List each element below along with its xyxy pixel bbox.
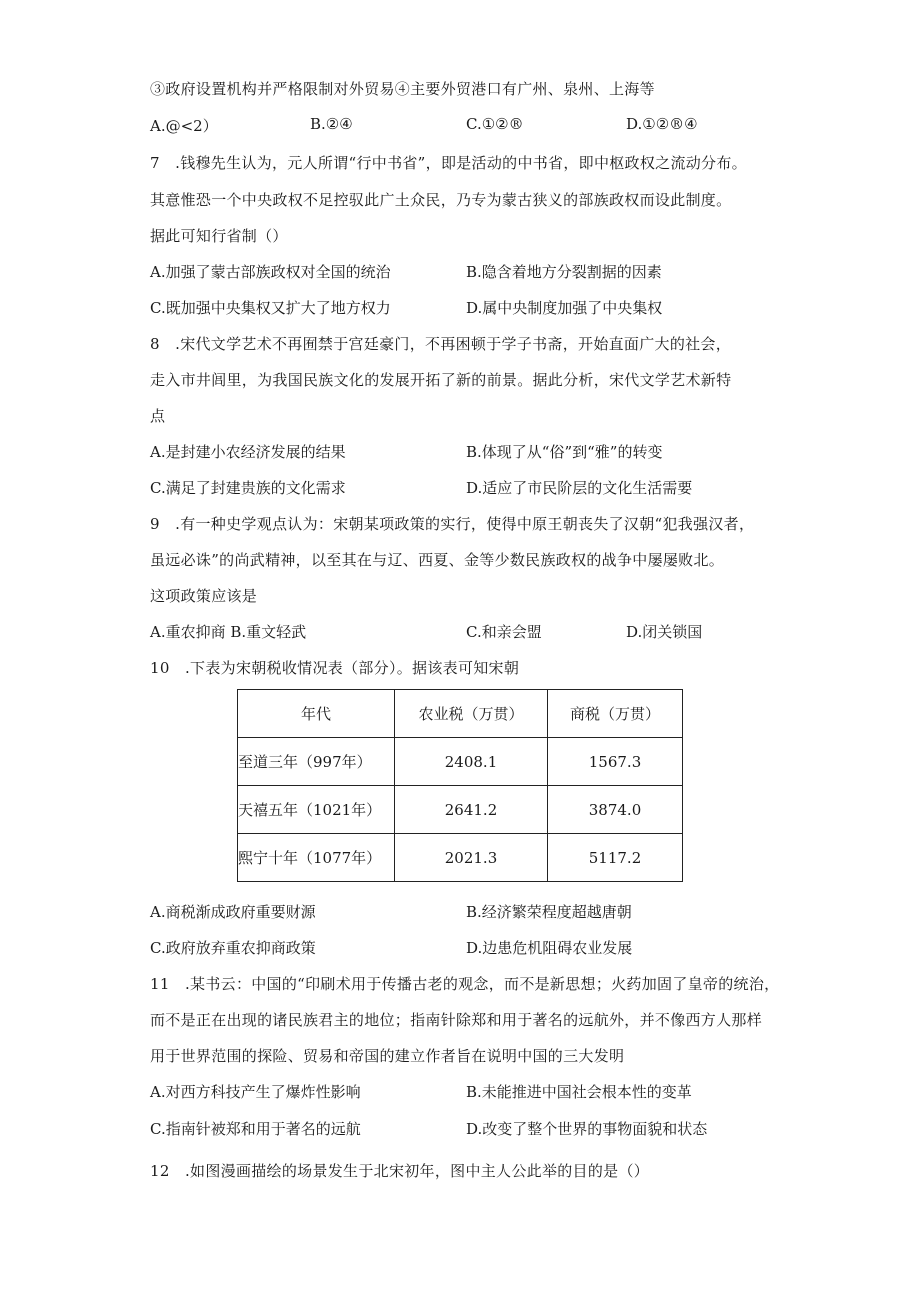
q7-stem-line-2: 其意惟恐一个中央政权不足控驭此广土众民，乃专为蒙古狭义的部族政权而设此制度。 xyxy=(150,191,732,209)
table-cell: 熙宁十年（1077年） xyxy=(238,834,395,882)
q8-stem-line-1: 8 .宋代文学艺术不再囿禁于宫廷豪门，不再困顿于学子书斋，开始直面广大的社会， xyxy=(150,335,732,353)
q6-option-a: A.@<2） xyxy=(150,117,218,135)
q10-option-a: A.商税渐成政府重要财源 xyxy=(150,903,316,921)
table-header-cell: 商税（万贯） xyxy=(548,690,683,738)
table-cell: 至道三年（997年） xyxy=(238,738,395,786)
q11-stem-line-3: 用于世界范围的探险、贸易和帝国的建立作者旨在说明中国的三大发明 xyxy=(150,1047,625,1065)
q6-option-b: B.②④ xyxy=(310,115,353,133)
table-cell: 2021.3 xyxy=(395,834,548,882)
tax-table xyxy=(237,689,683,882)
q8-stem-line-3: 点 xyxy=(150,407,166,425)
q10-option-c: C.政府放弃重农抑商政策 xyxy=(150,939,316,957)
table-row xyxy=(238,834,683,882)
q9-stem-line-2: 虽远必诛”的尚武精神，以至其在与辽、西夏、金等少数民族政权的战争中屡屡败北。 xyxy=(150,551,725,569)
table-cell: 1567.3 xyxy=(548,738,683,786)
q6-option-c: C.①②® xyxy=(466,115,524,133)
q8-option-b: B.体现了从“俗”到“雅”的转变 xyxy=(466,443,663,461)
q7-stem-line-3: 据此可知行省制（） xyxy=(150,227,288,245)
q9-option-c: C.和亲会盟 xyxy=(466,623,542,641)
q7-option-b: B.隐含着地方分裂割据的因素 xyxy=(466,263,662,281)
q8-option-d: D.适应了市民阶层的文化生活需要 xyxy=(466,479,693,497)
table-cell: 3874.0 xyxy=(548,786,683,834)
q11-stem-line-1: 11 .某书云：中国的“印刷术用于传播古老的观念，而不是新思想；火药加固了皇帝的统治， xyxy=(150,975,780,993)
q11-option-d: D.改变了整个世界的事物面貌和状态 xyxy=(466,1120,708,1138)
q6-option-d: D.①②®④ xyxy=(626,115,698,133)
table-header-cell: 农业税（万贯） xyxy=(395,690,548,738)
q7-option-d: D.属中央制度加强了中央集权 xyxy=(466,299,663,317)
q11-option-c: C.指南针被郑和用于著名的远航 xyxy=(150,1120,361,1138)
q8-option-c: C.满足了封建贵族的文化需求 xyxy=(150,479,346,497)
table-cell: 5117.2 xyxy=(548,834,683,882)
q9-option-ab: A.重农抑商 B.重文轻武 xyxy=(150,623,307,641)
table-header-row xyxy=(238,690,683,738)
q8-stem-line-2: 走入市井闾里，为我国民族文化的发展开拓了新的前景。据此分析，宋代文学艺术新特 xyxy=(150,371,732,389)
q6-stem: ③政府设置机构并严格限制对外贸易④主要外贸港口有广州、泉州、上海等 xyxy=(150,80,655,98)
table-row xyxy=(238,786,683,834)
q7-stem-line-1: 7 .钱穆先生认为，元人所谓“行中书省”，即是活动的中书省，即中枢政权之流动分布。 xyxy=(150,154,747,172)
q9-stem-line-1: 9 .有一种史学观点认为：宋朝某项政策的实行，使得中原王朝丧失了汉朝“犯我强汉者， xyxy=(150,515,755,533)
q11-option-b: B.未能推进中国社会根本性的变革 xyxy=(466,1083,692,1101)
table-header-cell: 年代 xyxy=(238,690,395,738)
q11-option-a: A.对西方科技产生了爆炸性影响 xyxy=(150,1083,361,1101)
q10-option-d: D.边患危机阻碍农业发展 xyxy=(466,939,633,957)
table-cell: 2641.2 xyxy=(395,786,548,834)
q12-stem: 12 .如图漫画描绘的场景发生于北宋初年，图中主人公此举的目的是（） xyxy=(150,1162,650,1180)
q11-stem-line-2: 而不是正在出现的诸民族君主的地位；指南针除郑和用于著名的远航外，并不像西方人那样 xyxy=(150,1011,763,1029)
table-cell: 2408.1 xyxy=(395,738,548,786)
q10-option-b: B.经济繁荣程度超越唐朝 xyxy=(466,903,632,921)
table-cell: 天禧五年（1021年） xyxy=(238,786,395,834)
q7-option-c: C.既加强中央集权又扩大了地方权力 xyxy=(150,299,391,317)
q10-stem: 10 .下表为宋朝税收情况表（部分）。据该表可知宋朝 xyxy=(150,659,520,677)
q8-option-a: A.是封建小农经济发展的结果 xyxy=(150,443,346,461)
q9-option-d: D.闭关锁国 xyxy=(626,623,703,641)
q9-stem-line-3: 这项政策应该是 xyxy=(150,587,258,605)
table-row xyxy=(238,738,683,786)
q7-option-a: A.加强了蒙古部族政权对全国的统治 xyxy=(150,263,391,281)
